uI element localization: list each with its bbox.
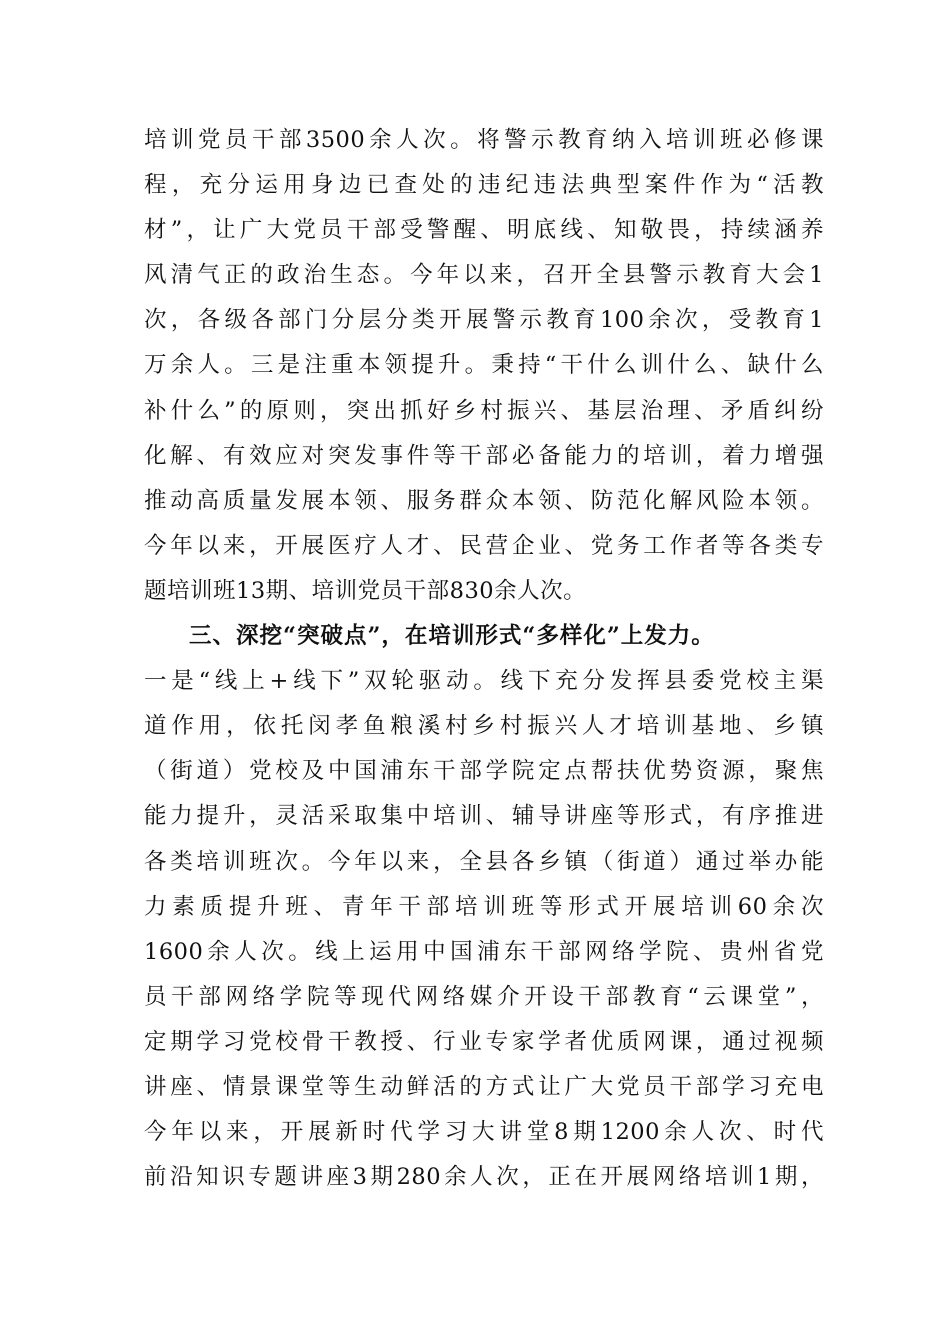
text-line-17: 力素质提升班、青年干部培训班等形式开展培训60余次: [144, 893, 824, 920]
text-line-12: 一是“线上+线下”双轮驱动。线下充分发挥县委党校主渠: [144, 668, 824, 695]
text-line-18: 1600余人次。线上运用中国浦东干部网络学院、贵州省党: [144, 938, 824, 965]
text-line-3: 材”，让广大党员干部受警醒、明底线、知敬畏，持续涵养: [144, 217, 824, 244]
text-line-9: 推动高质量发展本领、服务群众本领、防范化解风险本领。: [144, 487, 824, 514]
text-line-6: 万余人。三是注重本领提升。秉持“干什么训什么、缺什么: [144, 352, 824, 379]
text-line-4: 风清气正的政治生态。今年以来，召开全县警示教育大会1: [144, 262, 824, 289]
text-line-19: 员干部网络学院等现代网络媒介开设干部教育“云课堂”，: [144, 983, 824, 1010]
text-line-16: 各类培训班次。今年以来，全县各乡镇（街道）通过举办能: [144, 848, 824, 875]
text-line-1: 培训党员干部3500余人次。将警示教育纳入培训班必修课: [144, 127, 824, 153]
text-line-23: 前沿知识专题讲座3期280余人次，正在开展网络培训1期，: [144, 1164, 824, 1191]
text-line-5: 次，各级各部门分层分类开展警示教育100余次，受教育1: [144, 307, 824, 334]
text-line-15: 能力提升，灵活采取集中培训、辅导讲座等形式，有序推进: [144, 803, 824, 830]
text-line-8: 化解、有效应对突发事件等干部必备能力的培训，着力增强: [144, 442, 824, 469]
text-line-14: （街道）党校及中国浦东干部学院定点帮扶优势资源，聚焦: [144, 758, 824, 785]
text-line-2: 程，充分运用身边已查处的违纪违法典型案件作为“活教: [144, 172, 824, 199]
text-line-22: 今年以来，开展新时代学习大讲堂8期1200余人次、时代: [144, 1119, 824, 1146]
text-line-20: 定期学习党校骨干教授、行业专家学者优质网课，通过视频: [144, 1028, 824, 1055]
text-line-10: 今年以来，开展医疗人才、民营企业、党务工作者等各类专: [144, 532, 824, 559]
text-line-13: 道作用，依托闵孝鱼粮溪村乡村振兴人才培训基地、乡镇: [144, 713, 824, 740]
section-heading: 三、深挖“突破点”，在培训形式“多样化”上发力。: [189, 623, 715, 650]
text-line-11: 题培训班13期、培训党员干部830余人次。: [144, 577, 587, 604]
text-line-7: 补什么”的原则，突出抓好乡村振兴、基层治理、矛盾纠纷: [144, 397, 824, 424]
body-text: [144, 118, 824, 1200]
text-line-21: 讲座、情景课堂等生动鲜活的方式让广大党员干部学习充电: [144, 1073, 824, 1100]
